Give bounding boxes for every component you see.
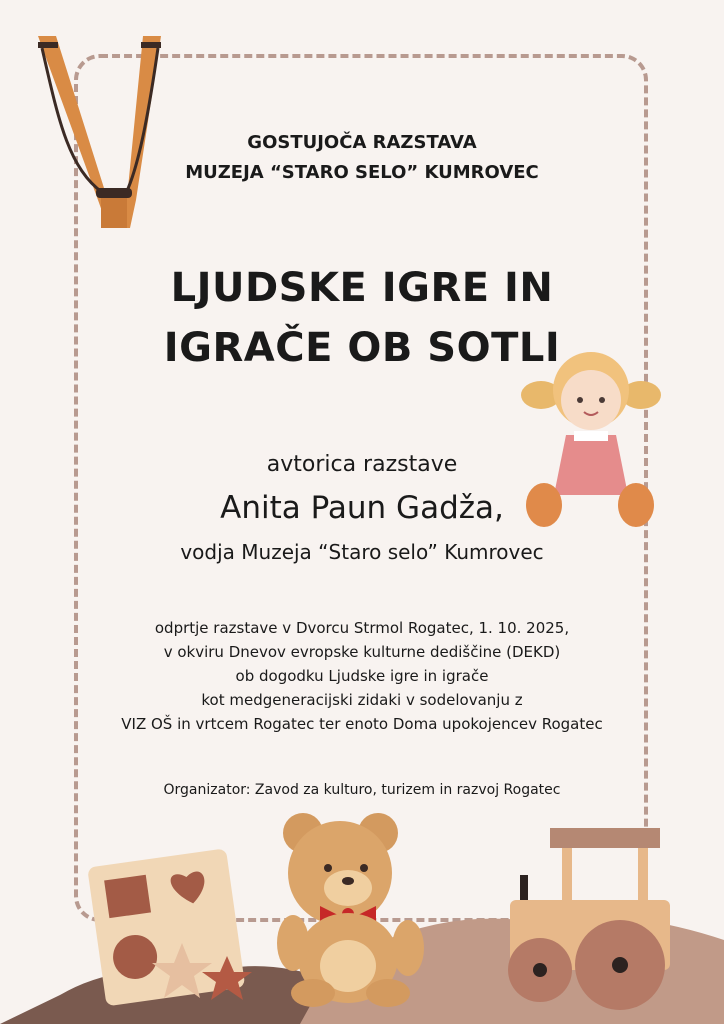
title-line-2: IGRAČE OB SOTLI xyxy=(163,325,561,371)
organizer: Organizator: Zavod za kulturo, turizem in razvoj Rogatec xyxy=(163,782,561,798)
description-line: v okviru Dnevov evropske kulturne dediščine (DEKD) xyxy=(163,643,561,661)
author-label: avtorica razstave xyxy=(266,452,458,477)
toy-tractor-icon xyxy=(470,820,700,1020)
title-line-1: LJUDSKE IGRE IN xyxy=(170,265,554,311)
description-line: odprtje razstave v Dvorcu Strmol Rogatec, 1. 10. 2025, xyxy=(154,619,570,637)
description-line: VIZ OŠ in vrtcem Rogatec ter enoto Doma upokojencev Rogatec xyxy=(121,715,603,733)
exhibition-subtitle xyxy=(0,128,724,188)
subtitle-line-1: GOSTUJOČA RAZSTAVA xyxy=(247,132,477,153)
description-line: ob dogodku Ljudske igre in igrače xyxy=(235,667,489,685)
shape-sorter-icon xyxy=(72,848,262,1018)
exhibition-title xyxy=(0,262,724,374)
teddy-bear-icon xyxy=(268,808,443,1008)
event-description xyxy=(0,616,724,736)
subtitle-line-2: MUZEJA “STARO SELO” KUMROVEC xyxy=(185,162,539,183)
author-role: vodja Muzeja “Staro selo” Kumrovec xyxy=(180,540,544,564)
author-name: Anita Paun Gadža, xyxy=(220,490,504,526)
description-line: kot medgeneracijski zidaki v sodelovanju z xyxy=(201,691,523,709)
